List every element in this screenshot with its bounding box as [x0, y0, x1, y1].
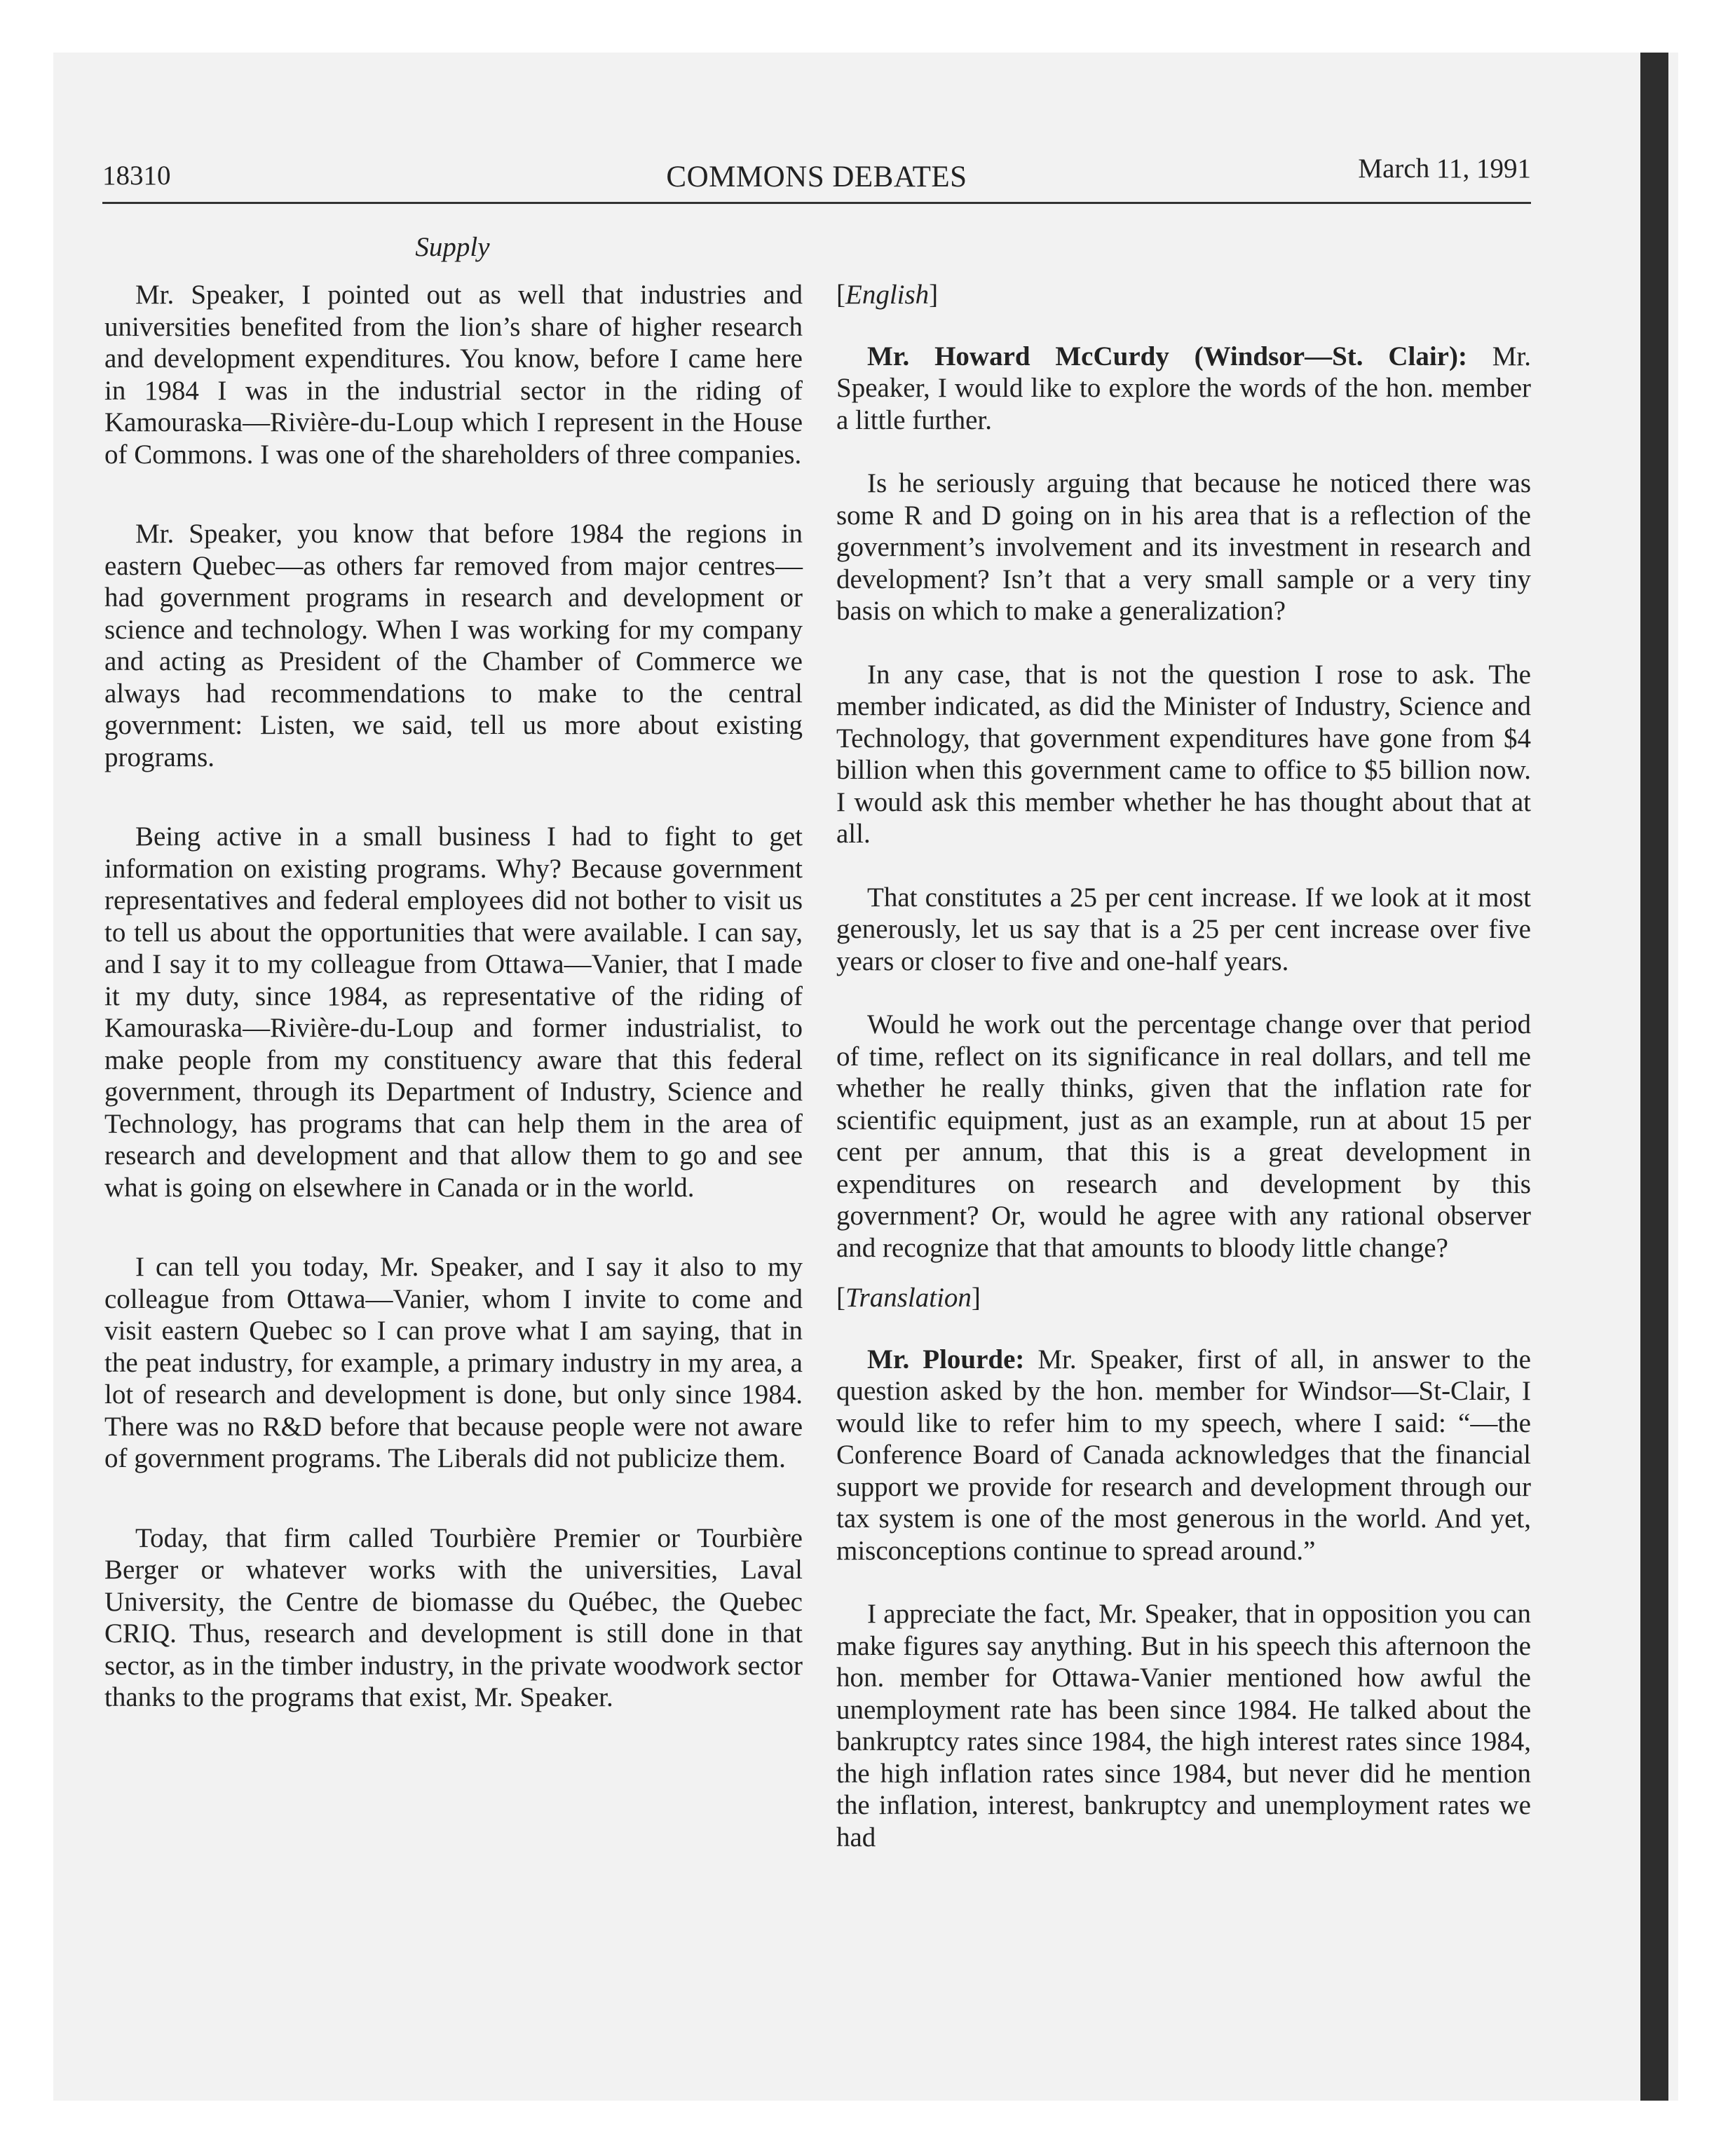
speech-mccurdy: [836, 341, 1531, 437]
left-column: [104, 279, 803, 1714]
right-column: [836, 279, 1531, 1853]
paragraph: That constitutes a 25 per cent increase. If we look at it most generously, let us say that is a 25 per cent increase over five years or closer to five and one-half years.: [836, 882, 1531, 976]
speaker-name: Mr. Plourde:: [867, 1344, 1025, 1374]
page-number: 18310: [102, 161, 171, 191]
paragraph: Today, that firm called Tourbière Premier or Tourbière Berger or whatever works with the universities, Laval University, the Centre de biomasse du Québec, the Quebec CRIQ. Thus, research and development is still done in that sector, as in the timber industry, in the private woodwork sector thanks to the programs that exist, Mr. Speaker.: [104, 1522, 803, 1712]
language-tag-translation: [Translation]: [836, 1283, 981, 1313]
paragraph: I appreciate the fact, Mr. Speaker, that in opposition you can make figures say anything. But in his speech this afternoon the hon. member for Ottawa-Vanier mentioned how awful the unemployment rate has been since 1984. He talked about the bankruptcy rates since 1984, the high interest rates since 1984, the high inflation rates since 1984, but never did he mention the inflation, interest, bankruptcy and unemployment rates we had: [836, 1599, 1531, 1853]
speaker-name: Mr. Howard McCurdy (Windsor—St. Clair):: [867, 341, 1467, 371]
section-title: Supply: [415, 232, 490, 262]
journal-title: COMMONS DEBATES: [666, 161, 967, 193]
header-rule: [102, 202, 1531, 204]
scan-edge-shadow: [1640, 53, 1668, 2101]
paragraph: In any case, that is not the question I rose to ask. The member indicated, as did the Minister of Industry, Science and Technology, that government expenditures have gone from $4 billion when this government came to office to $5 billion now. I would ask this member whether he has thought about that at all.: [836, 659, 1531, 849]
speech-plourde: [836, 1344, 1531, 1567]
speech-text: Mr. Speaker, first of all, in answer to the question asked by the hon. member for Windsor—St-Clair, I would like to refer him to my speech, where I said: “—the Conference Board of Canada acknowledges that the financial support we provide for research and development through our tax system is one of the most generous in the world. And yet, misconceptions continue to spread around.”: [836, 1344, 1531, 1566]
paragraph: Mr. Speaker, I pointed out as well that industries and universities benefited from the lion’s share of higher research and development expenditures. You know, before I came here in 1984 I was in the industrial sector in the riding of Kamouraska—Rivière-du-Loup which I represent in the House of Commons. I was one of the shareholders of three companies.: [104, 280, 803, 470]
language-tag-english: [English]: [836, 280, 939, 310]
paragraph: I can tell you today, Mr. Speaker, and I say it also to my colleague from Ottawa—Vanier, whom I invite to come and visit eastern Quebec so I can prove what I am saying, that in the peat industry, for example, a primary industry in my area, a lot of research and development is done, but only since 1984. There was no R&D before that because people were not aware of government programs. The Liberals did not publicize them.: [104, 1252, 803, 1473]
speech-text: Mr. Speaker, I would like to explore the words of the hon. member a little further.: [836, 341, 1531, 435]
paragraph: Would he work out the percentage change over that period of time, reflect on its significance in real dollars, and tell me whether he really thinks, given that the inflation rate for scientific equipment, just as an example, run at about 15 per cent per annum, that this is a great development in expenditures on research and development by this government? Or, would he agree with any rational observer and recognize that that amounts to bloody little change?: [836, 1009, 1531, 1263]
language-tag-label: English: [845, 280, 930, 310]
paragraph: Being active in a small business I had to fight to get information on existing programs. Why? Because government representatives and federal employees did not bother to visit us to tell us about the opportunities that were available. I can say, and I say it to my colleague from Ottawa—Vanier, that I made it my duty, since 1984, as representative of the riding of Kamouraska—Rivière-du-Loup and former industrialist, to make people from my constituency aware that this federal government, through its Department of Industry, Science and Technology, has programs that can help them in the area of research and development and that allow them to go and see what is going on elsewhere in Canada or in the world.: [104, 821, 803, 1203]
running-header: [102, 153, 1531, 195]
paragraph: Mr. Speaker, you know that before 1984 the regions in eastern Quebec—as others far removed from major centres—had government programs in research and development or science and technology. When I was working for my company and acting as President of the Chamber of Commerce we always had recommendations to make to the central government: Listen, we said, tell us more about existing programs.: [104, 519, 803, 772]
paragraph: Is he seriously arguing that because he noticed there was some R and D going on in his area that is a reflection of the government’s involvement and its investment in research and development? Isn’t that a very small sample or a very tiny basis on which to make a generalization?: [836, 468, 1531, 626]
header-date: March 11, 1991: [1358, 153, 1531, 184]
language-tag-label: Translation: [845, 1283, 972, 1313]
